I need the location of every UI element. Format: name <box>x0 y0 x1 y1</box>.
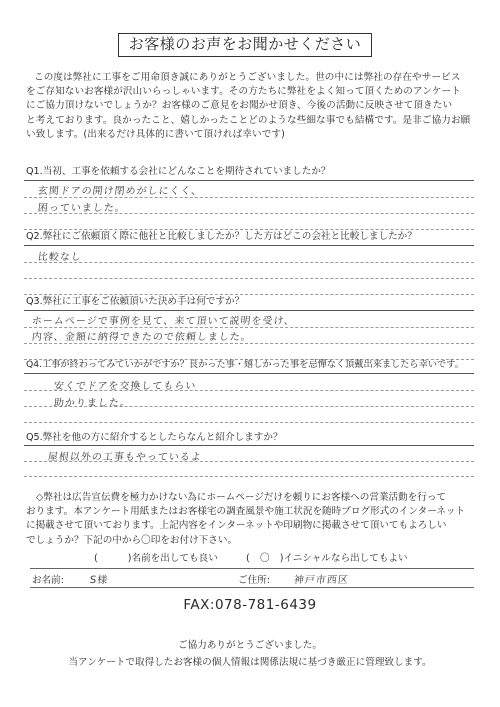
answer-area-3[interactable] <box>24 310 474 359</box>
name-label: お名前: <box>32 575 65 586</box>
intro-line: この度は弊社に工事をご用命頂き誠にありがとうございました。世の中には弊社の存在やサービス <box>34 72 461 83</box>
page-title: お客様のお声をお聞かせください <box>118 33 372 57</box>
intro-paragraph <box>26 71 476 142</box>
question-4: Q4.工事が終わってみていかがですか？良かった事・嬉しかった事を忌憚なく頂戴出来ましたら幸いです。 <box>26 359 464 370</box>
intro-line: い致します。(出来るだけ具体的に書いて頂ければ幸いです) <box>26 128 285 140</box>
notice-line: ◇弊社は広告宣伝費を極力かけない為にホームページだけを頼りにお客様への営業活動を行って <box>36 492 447 503</box>
question-2: Q2.弊社にご依頼頂く際に他社と比較しましたか？した方はどこの会社と比較しましたか？ <box>26 231 417 242</box>
thanks-text: ご協力ありがとうございました。 <box>178 640 322 651</box>
choice-mark-circled: 〇 <box>259 553 270 564</box>
choice-label: 名前を出しても良い <box>131 553 218 564</box>
publication-notice <box>26 491 478 548</box>
answer-area-5[interactable] <box>24 445 474 484</box>
intro-line: と考えております。良かったこと、嬉しかったことどのような些細な事でも結構です。是非ご協力お願 <box>26 114 471 126</box>
answer-area-4[interactable] <box>24 373 474 422</box>
handwritten-answer: 助かりました。 <box>53 398 132 409</box>
name-address-row <box>30 568 474 588</box>
notice-line: でしょうか？下記の中から〇印をお付け下さい。 <box>26 534 238 546</box>
address-label: ご住所: <box>238 575 271 586</box>
handwritten-answer: 屋根以外の工事もやっているよ <box>47 452 203 463</box>
handwritten-answer: 比較なし <box>37 252 83 263</box>
handwritten-answer: ホームページで事例を見て、来て頂いて説明を受け、 <box>31 316 296 327</box>
handwritten-answer: 玄関ドアの開け閉めがしにくく、 <box>37 186 203 197</box>
name-field[interactable]: S様 <box>89 575 109 586</box>
address-field[interactable]: 神戸市西区 <box>293 575 350 586</box>
choice-label: イニシャルなら出してもよい <box>283 553 408 564</box>
fax-number: FAX:078-781-6439 <box>183 597 317 613</box>
privacy-notice: 当アンケートで取得したお客様の個人情報は関係法規に基づき厳正に管理致します。 <box>68 657 432 668</box>
choice-fullname[interactable]: ( )名前を出しても良い <box>94 553 218 564</box>
question-1: Q1.当初、工事を依頼する会社にどんなことを期待されていましたか？ <box>26 166 331 177</box>
handwritten-answer: 安くでドアを交換してもらい <box>53 381 197 392</box>
answer-area-2[interactable] <box>24 245 474 294</box>
question-5: Q5.弊社を他の方に紹介するとしたらなんと紹介しますか？ <box>26 432 283 443</box>
notice-line: に掲載させて頂いております。上記内容をインターネットや印刷物に掲載させて頂いてもよろしい <box>26 520 447 532</box>
intro-line: にご協力頂けないでしょうか？お客様のご意見をお聞かせ頂き、今後の活動に反映させて頂きたい <box>26 100 453 112</box>
question-3: Q3.弊社に工事をご依頼頂いた決め手は何ですか？ <box>26 296 245 307</box>
handwritten-answer: 内容、金額に納得できたので依頼しました。 <box>31 332 253 343</box>
choice-initial[interactable]: ( 〇 )イニシャルなら出してもよい <box>246 550 408 564</box>
notice-line: おります。本アンケート用紙またはお客様宅の調査風景や施工状況を随時ブログ形式のインターネット <box>26 506 466 518</box>
handwritten-answer: 困っていました。 <box>37 203 127 214</box>
intro-line: をご存知ないお客様が沢山いらっしゃいます。その方たちに弊社をよく知って頂くためのアンケート <box>26 86 461 98</box>
answer-area-1[interactable] <box>24 180 474 229</box>
